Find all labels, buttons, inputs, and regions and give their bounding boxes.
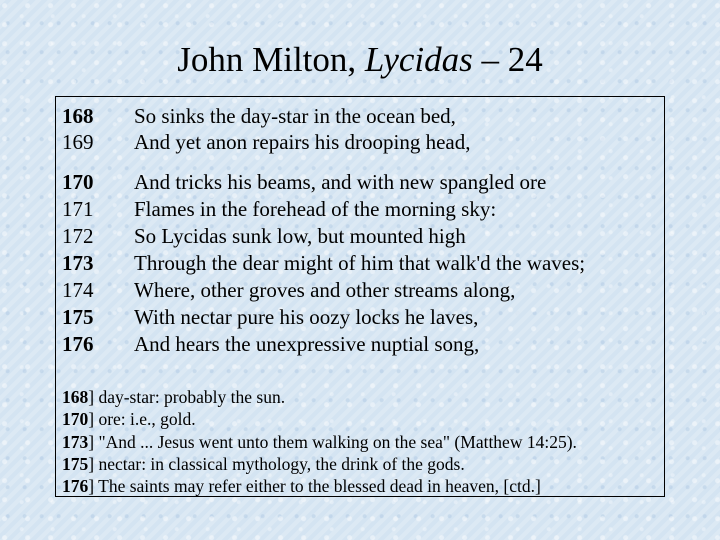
poem-box [55, 96, 665, 497]
line-number: 174 [62, 278, 94, 302]
line-number: 173 [62, 251, 94, 275]
line-text: And tricks his beams, and with new spangled ore [134, 170, 547, 194]
line-text: Flames in the forehead of the morning sky: [134, 197, 497, 221]
line-text: And yet anon repairs his drooping head, [134, 130, 471, 154]
footnote-text: ] The saints may refer either to the blessed dead in heaven, [ctd.] [88, 476, 541, 497]
line-number: 172 [62, 224, 94, 248]
line-number: 170 [62, 170, 94, 194]
line-number: 168 [62, 104, 94, 128]
footnote-number: 170 [62, 409, 89, 430]
footnotes [62, 386, 660, 497]
footnote-number: 176 [62, 476, 89, 497]
line-number: 171 [62, 197, 94, 221]
footnote [62, 475, 660, 497]
footnote-text: ] ore: i.e., gold. [88, 409, 196, 430]
line-text: And hears the unexpressive nuptial song, [134, 332, 480, 356]
line-number: 176 [62, 332, 94, 356]
footnote-text: ] "And ... Jesus went unto them walking on the sea" (Matthew 14:25). [88, 431, 577, 452]
line-text: With nectar pure his oozy locks he laves, [134, 305, 479, 329]
line-text: Through the dear might of him that walk'd the waves; [134, 251, 586, 275]
footnote [62, 431, 660, 453]
page-title [0, 38, 720, 82]
line-number: 175 [62, 305, 94, 329]
line-text: So sinks the day-star in the ocean bed, [134, 104, 456, 128]
title-author: John Milton, [177, 40, 365, 79]
footnote [62, 453, 660, 475]
footnote [62, 408, 660, 430]
line-text: Where, other groves and other streams along, [134, 278, 516, 302]
line-text: So Lycidas sunk low, but mounted high [134, 224, 466, 248]
line-number: 169 [62, 130, 94, 154]
title-work: Lycidas [364, 40, 473, 79]
footnote-number: 175 [62, 453, 89, 474]
footnote-number: 168 [62, 387, 89, 407]
footnote-text: ] day-star: probably the sun. [88, 387, 286, 407]
footnote [62, 386, 660, 408]
footnote-number: 173 [62, 431, 89, 452]
title-suffix: – 24 [472, 40, 543, 79]
footnote-text: ] nectar: in classical mythology, the drink of the gods. [88, 453, 465, 474]
